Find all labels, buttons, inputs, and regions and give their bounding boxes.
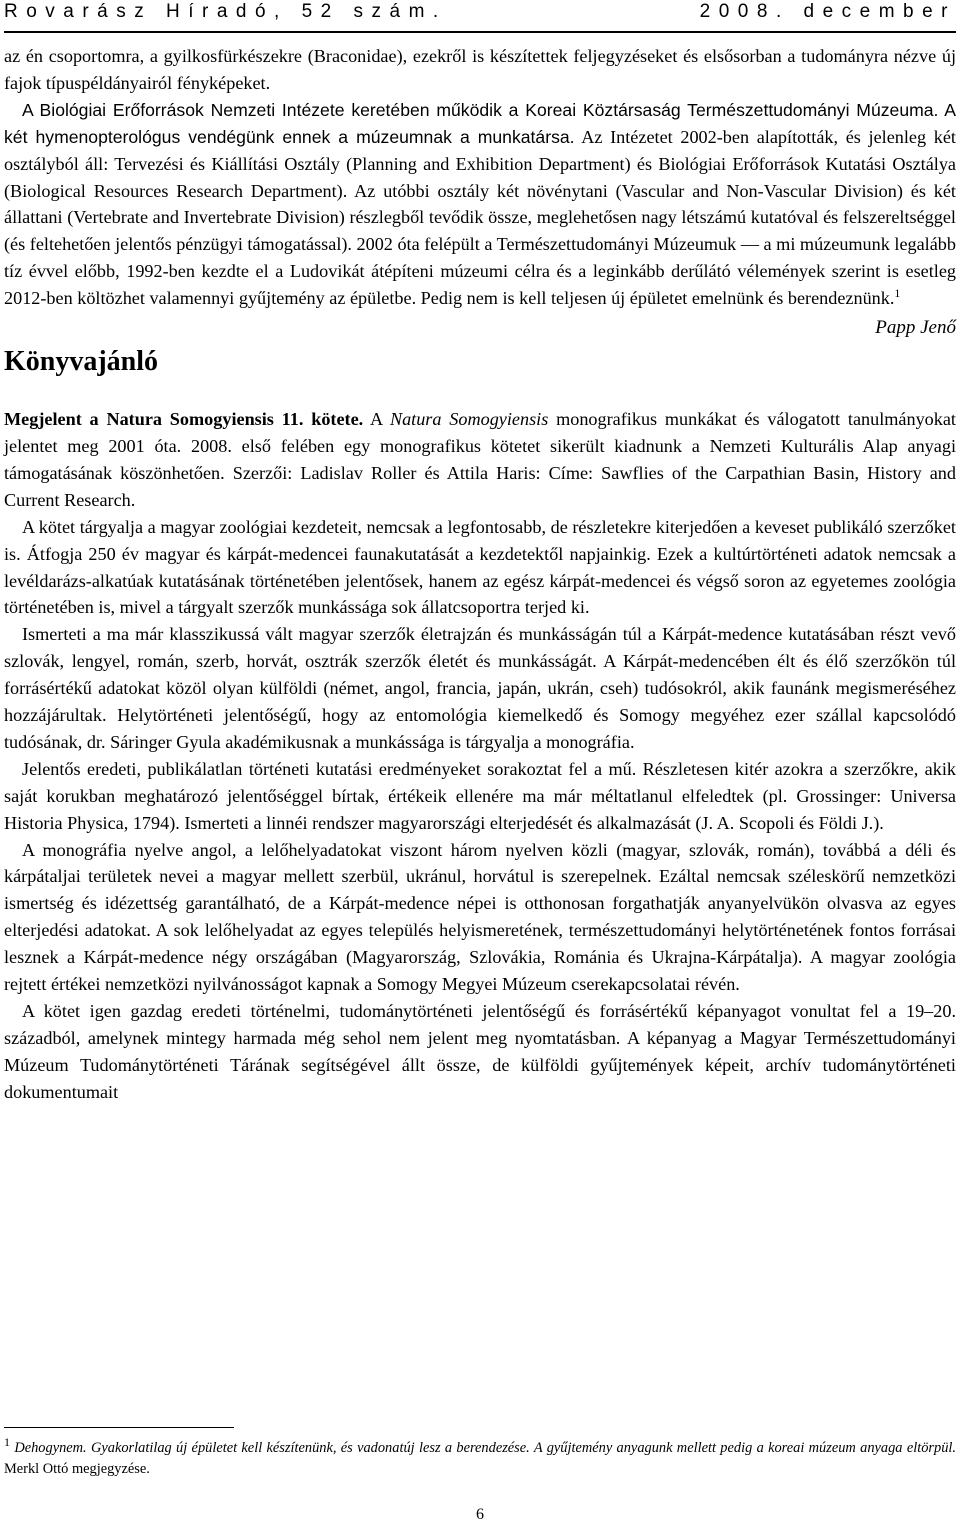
author-signature: Papp Jenő xyxy=(875,317,956,339)
footnote-author-note: Merkl Ottó megjegyzése. xyxy=(4,1461,150,1477)
header-rule xyxy=(4,31,956,33)
book-paragraph: A monográfia nyelve angol, a lelőhelyadatokat viszont három nyelven közli (magyar, szlovák, román), továbbá a déli és kárpátaljai területek nevei a magyar mellett szerbül, ukránul, horvátul is szerepelnek. Ezáltal nemcsak széleskörű nemzetközi ismertség és idézettség garantálható, de a Kárpát-medence népei is otthonosan forgathatják anyanyelvükön olvasva az egyes elterjedési adatokat. A sok lelőhelyadat az egyes település helyismeretének, természettudományi helytörténetének fontos forrásai lesznek a Kárpát-medence négy országában (Magyarország, Szlovákia, Románia és Ukrajna-Kárpátalja). A magyar zoológia rejtett értékei nemzetközi nyilvánosságot kapnak a Somogy Megyei Múzeum cserekapcsolatai révén. xyxy=(4,839,956,995)
book-paragraph: A kötet tárgyalja a magyar zoológiai kezdeteit, nemcsak a legfontosabb, de részletekre kiterjedően a keveset publikáló szerzőket is. Átfogja 250 év magyar és kárpát-medencei faunakutatását a kezdetektől napjainkig. Ezek a kultúrtörténeti adatok nemcsak a levéldarázs-alkatúak kutatásának történetében jelentősek, hanem az egész kárpát-medencei és végső soron az egyetemes zoológia történetében is, mivel a tárgyalt szerzők munkássága sok állatcsoportra terjed ki. xyxy=(4,516,956,618)
article-body xyxy=(4,43,956,1106)
footnote-text: Dehogynem. Gyakorlatilag új épületet kell készítenünk, és vadonatúj lesz a berendezése. A gyűjtemény anyagunk mellett pedig a koreai múzeum anyaga eltörpül. xyxy=(14,1440,956,1456)
departments-description: Az utóbbi osztály két növénytani (Vascular and Non-Vascular Division) és két állattani (Vertebrate and Invertebrate Division) részlegből tevődik össze, meglehetősen nagy létszámú kutatóval és felszereltséggel (és feltehetően jelentős pénzügyi támogatással). 2002 óta felépült a Természettudományi Múzeumuk — a mi múzeumunk legalább tíz évvel előbb, 1992-ben kezdte el a Ludovikát átépíteni múzeumi célra és a leginkább derűlátó vélemények szerint is esetleg 2012-ben költözhet valamennyi gyűjtemény az épületbe. Pedig nem is kell teljesen új épületet emelnünk és berendeznünk. xyxy=(4,180,956,309)
footnote-rule xyxy=(4,1427,234,1428)
section-title: Könyvajánló xyxy=(4,346,159,378)
intro-paragraph-1: az én csoportomra, a gyilkosfürkészekre (Braconidae), ezekről is készítettek feljegyzéseket és elsősorban a tudományra nézve új fajok típuspéldányairól fényképeket. xyxy=(4,46,956,93)
footnote-marker: 1 xyxy=(4,1435,10,1449)
intro-paragraph-2 xyxy=(4,97,956,312)
book-paragraph: Jelentős eredeti, publikálatlan történeti kutatási eredményeket sorakoztat fel a mű. Részletesen kitér azokra a szerzőkre, akik saját korukban meghatározó jelentőséggel bírtak, értékeik ellenére ma már méltatlanul elfeledtek (pl. Grossinger: Universa Historia Physica, 1794). Ismerteti a linnéi rendszer magyarországi elterjedését és alkalmazását (J. A. Scopoli és Földi J.). xyxy=(4,758,956,833)
journal-title: Rovarász Híradó, 52 szám. xyxy=(4,1,447,22)
page-number: 6 xyxy=(476,1506,484,1523)
book-lead-bold: Megjelent a Natura Somogyiensis 11. kötete. xyxy=(4,409,364,430)
institute-description: Az Intézetet 2002-ben alapították, és jelenleg két osztályból áll: Tervezési és Kiállítási Osztály (Planning and Exhibition Department) és Biológiai Erőforrások Kutatási Osztálya (Biological Resources Research Department). xyxy=(4,126,956,201)
book-review xyxy=(4,406,956,1106)
issue-date: 2008. december xyxy=(699,1,956,22)
book-lead-text-b: monografikus munkákat és válogatott tanulmányokat jelentet meg 2001 óta. 2008. első felében egy monografikus kötetet sikerült kiadnunk a Nemzeti Kulturális Alap anyagi támogatásának köszönhetően. Szerzői: Ladislav Roller és Attila Haris: Címe: Sawflies of the Carpathian Basin, History and Current Research. xyxy=(4,409,956,510)
footnote xyxy=(4,1435,956,1480)
running-header xyxy=(4,0,956,23)
book-lead-text-a: A xyxy=(363,409,390,430)
book-paragraph: A kötet igen gazdag eredeti történelmi, tudománytörténeti jelentőségű és forrásértékű képanyagot vonultat fel a 19–20. századból, amelynek mintegy harmada még sehol nem jelent meg nyomtatásban. A képanyag a Magyar Természettudományi Múzeum Tudománytörténeti Tárának segítségével állt össze, de külföldi gyűjtemények képeit, archív tudománytörténeti dokumentumait xyxy=(4,1001,956,1102)
series-name: Natura Somogyiensis xyxy=(389,409,549,430)
book-lead-paragraph xyxy=(4,406,956,514)
korean-museum-sentence: A Biológiai Erőforrások Nemzeti Intézete keretében működik a Koreai Köztársaság Természettudományi Múzeuma. A két hymenopterológus vendégünk ennek a múzeumnak a munkatársa. xyxy=(4,99,956,147)
book-paragraph: Ismerteti a ma már klasszikussá vált magyar szerzők életrajzán és munkásságán túl a Kárpát-medence kutatásában részt vevő szlovák, lengyel, román, szerb, horvát, osztrák szerzők életét és munkásságát. A Kárpát-medencében élt és élő szerzőkön túl forrásértékű adatokat közöl olyan külföldi (német, angol, francia, japán, ukrán, cseh) tudósokról, akik faunánk megismeréséhez hozzájárultak. Helytörténeti jelentőségű, hogy az entomológia kiemelkedő és Somogy megyéhez ezer szállal kapcsolódó tudósának, dr. Sáringer Gyula akadémikusnak a munkássága is tárgyalja a monográfia. xyxy=(4,624,956,752)
document-page xyxy=(4,0,956,1106)
footnote-reference[interactable]: 1 xyxy=(894,286,901,301)
